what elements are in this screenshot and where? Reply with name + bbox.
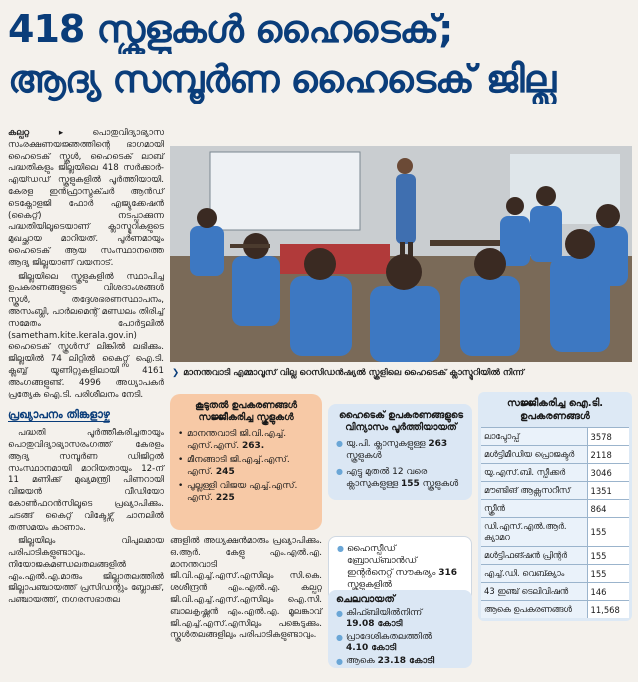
table-row [481, 601, 629, 619]
photo-caption-text: മാനന്തവാടി എമ്മാവൂസ് വില്ല റെസിഡൻഷ്യൽ സ്കൂളിലെ ഹൈടെക് ക്ലാസ്മുറിയിൽ നിന്ന് [183, 368, 524, 378]
equipment-table-title: സജ്ജീകരിച്ച ഐ.ടി. ഉപകരണങ്ങൾ [506, 398, 604, 422]
hitech-item-suffix: സ്കൂളുകൾ [419, 479, 459, 489]
equipment-item: ലാപ്ടോപ്പ് [481, 428, 587, 446]
hitech-deployment-title: ഹൈടെക് ഉപകരണങ്ങളുടെ വിന്യാസം പൂർത്തിയായത് [338, 410, 464, 433]
hitech-item-number: 155 [400, 479, 420, 489]
photo-caption [172, 368, 632, 378]
equipment-item: എച്ച്.ഡി. വെബ്ക്യാം [481, 565, 587, 583]
funding-item [336, 608, 466, 630]
funding-label: പ്രാദേശികതലത്തിൽ [346, 632, 432, 642]
classroom-photo [170, 146, 632, 362]
top-school-name: മീനങ്ങാടി ജി.എച്ച്.എസ്. എസ്. [187, 455, 290, 477]
article-paragraph-1 [8, 128, 164, 270]
table-row [481, 464, 629, 482]
equipment-item: യു.എസ്.ബി. സ്പീക്കർ [481, 464, 587, 482]
article-column-mid [170, 536, 322, 642]
funding-title: ചെലവായത് [336, 594, 395, 605]
top-school-item [178, 480, 314, 504]
top-schools-box [170, 394, 322, 530]
equipment-item: ആകെ ഉപകരണങ്ങൾ [481, 601, 587, 619]
top-school-name: പൂല്ലള്ളി വിജയ എച്ച്.എസ്. എസ്. [187, 481, 298, 503]
equipment-count: 3578 [587, 428, 629, 446]
broadband-item [337, 543, 465, 591]
headline [8, 4, 632, 104]
broadband-suffix: സ്കൂളുകളിൽ [347, 580, 392, 590]
headline-line-1: 418 സ്കൂളുകൾ ഹൈടെക്; [8, 7, 453, 51]
funding-box [328, 590, 472, 668]
table-row [481, 446, 629, 464]
table-row [481, 518, 629, 547]
article-paragraph-3: പദ്ധതി പൂർത്തീകരിച്ചതായും പൊതുവിദ്യാഭ്യാസരംഗത്ത് കേരളം ആദ്യ സമ്പൂർണ ഡിജിറ്റൽ സംസ്ഥാനമായി മാറിയതായും 12-ന് 11 മണിക്ക് മുഖ്യമന്ത്രി പിണറായി വിജയൻ വീഡിയോ കോൺഫറൻസിലൂടെ പ്രഖ്യാപിക്കും. ചടങ്ങ് കൈറ്റ് വിക്ടേഴ്സ് ചാനലിൽ തത്സമയം കാണാം. [8, 428, 164, 533]
equipment-table-box [478, 392, 632, 621]
equipment-item: മൗണ്ടിങ് ആക്സസറീസ് [481, 482, 587, 500]
equipment-count: 1351 [587, 482, 629, 500]
equipment-count: 155 [587, 565, 629, 583]
equipment-item: ഡി.എസ്.എൽ.ആർ. ക്യാമറ [481, 518, 587, 547]
equipment-count: 146 [587, 583, 629, 601]
top-school-count: 263. [241, 441, 265, 451]
funding-label: കിഫ്ബിയിൽനിന്ന് [346, 608, 423, 618]
equipment-count: 2118 [587, 446, 629, 464]
table-row [481, 482, 629, 500]
top-schools-title: കൂടുതൽ ഉപകരണങ്ങൾ സജ്ജീകരിച്ച സ്കൂളുകൾ [195, 400, 297, 423]
equipment-count: 11,568 [587, 601, 629, 619]
table-row [481, 500, 629, 518]
table-row [481, 583, 629, 601]
headline-line-2: ആദ്യ സമ്പൂർണ ഹൈടെക് ജില്ല [8, 57, 556, 101]
table-row [481, 565, 629, 583]
equipment-item: 43 ഇഞ്ച് ടെലിവിഷൻ [481, 583, 587, 601]
top-school-count: 225 [215, 493, 235, 503]
article-subhead: പ്രഖ്യാപനം തിങ്കളാഴ്ച [8, 408, 110, 422]
top-school-item [178, 454, 314, 478]
article-column-left [8, 128, 164, 609]
funding-label: ആകെ [346, 656, 378, 666]
dateline: കല്പറ്റ ▸ [8, 128, 64, 138]
equipment-item: മൾട്ടിഫങ്ഷൻ പ്രിന്റർ [481, 547, 587, 565]
funding-item [336, 632, 466, 654]
top-school-count: 245 [215, 467, 235, 477]
article-paragraph-4: ജില്ലയിലും വിപുലമായ പരിപാടികളുണ്ടാവും. നിയോജകമണ്ഡലതലങ്ങളിൽ എം.എൽ.എ.മാരും ജില്ലാതലത്തിൽ ജില്ലാപഞ്ചായത്ത് പ്രസിഡന്റും ബ്ലോക്ക്, പഞ്ചായത്ത്, നഗരസഭാതല [8, 536, 164, 606]
broadband-number: 316 [438, 568, 458, 578]
funding-value: 19.08 കോടി [346, 619, 403, 629]
hitech-deployment-item [336, 466, 466, 490]
funding-value: 4.10 കോടി [346, 643, 397, 653]
equipment-count: 3046 [587, 464, 629, 482]
hitech-item-text: യു.പി. ക്ലാസുകളുള്ള [346, 439, 429, 449]
broadband-text: ഹൈസ്പീഡ് ബ്രോഡ്ബാൻഡ് ഇന്റർനെറ്റ് സൗകര്യം [347, 544, 439, 578]
funding-item [336, 656, 466, 667]
table-row [481, 428, 629, 446]
equipment-count: 155 [587, 518, 629, 547]
article-paragraph-5: ങ്ങളിൽ അധ്യക്ഷൻമാരും പ്രഖ്യാപിക്കും. ഒ.ആർ. കേളു എം.എൽ.എ. മാനന്തവാടി ജി.വി.എച്ച്.എസ്.എസിലും സി.കെ. ശശീന്ദ്രൻ എം.എൽ.എ. കല്പറ്റ ജി.വി.എച്ച്.എസ്.എസിലും ഐ.സി. ബാലകൃഷ്ണൻ എം.എൽ.എ. മൂലങ്കാവ് ജി.എച്ച്.എസ്.എസിലും പങ്കെടുക്കും. സ്കൂൾതലങ്ങളിലും പരിപാടികളുണ്ടാവും. [170, 536, 322, 641]
equipment-count: 155 [587, 547, 629, 565]
funding-value: 23.18 കോടി [377, 656, 435, 666]
equipment-count: 864 [587, 500, 629, 518]
caption-arrow-icon: ❯ [172, 368, 180, 378]
top-school-item [178, 428, 314, 452]
equipment-item: മൾട്ടിമീഡിയ പ്രൊജക്ടർ [481, 446, 587, 464]
top-school-name: മാനന്തവാടി ജി.വി.എച്ച്. എസ്.എസ്. [187, 429, 287, 451]
hitech-item-number: 263 [428, 439, 448, 449]
article-paragraph-1-text: പൊതുവിദ്യാഭ്യാസ സംരക്ഷണയജ്ഞത്തിന്റെ ഭാഗമായി ഹൈടെക് സ്കൂൾ, ഹൈടെക് ലാബ് പദ്ധതികളും ജില്ലയിലെ 418 സർക്കാർ-എയ്ഡഡ് സ്കൂളുകളിൽ പൂർത്തിയായി. കേരള ഇൻഫ്രാസ്ട്രക്ചർ ആൻഡ് ടെക്നോളജി ഫോർ എജ്യുക്കേഷൻ (കൈറ്റ്) നടപ്പാക്കുന്ന പദ്ധതിയിലൂടെയാണ് ക്ലാസ്മുറികളുടെ മുഖച്ഛായ മാറിയത്. പൂർണമായും ഹൈടെക് ആയ സംസ്ഥാനത്തെ ആദ്യ ജില്ലയാണ് വയനാട്. [8, 128, 165, 268]
equipment-item: സ്ക്രീൻ [481, 500, 587, 518]
hitech-deployment-item [336, 438, 466, 462]
article-paragraph-2: ജില്ലയിലെ സ്കൂളുകളിൽ സ്ഥാപിച്ച ഉപകരണങ്ങളുടെ വിശദാംശങ്ങൾ സ്കൂൾ, തദ്ദേശഭരണസ്ഥാപനം, അസംബ്ലി, പാർലമെന്റ് മണ്ഡലം തിരിച്ച് സമേതം പോർട്ടലിൽ (sametham.kite.kerala.gov.in) ഹൈടെക് സ്കൂൾസ് ലിങ്കിൽ ലഭിക്കും. ജില്ലയിൽ 74 ലിറ്റിൽ കൈറ്റ്സ് ഐ.ടി. ക്ലബ്ബ് യൂണിറ്റുകളിലായി 4161 അംഗങ്ങളുണ്ട്. 4996 അധ്യാപകർ പ്രത്യേക ഐ.ടി. പരിശീലനം നേടി. [8, 271, 164, 400]
hitech-item-suffix: സ്കൂളുകൾ [346, 451, 382, 461]
hitech-deployment-box [328, 404, 472, 500]
table-row [481, 547, 629, 565]
hitech-item-text: എട്ടു മുതൽ 12 വരെ ക്ലാസുകളുള്ള [346, 467, 428, 489]
equipment-table [481, 427, 629, 618]
